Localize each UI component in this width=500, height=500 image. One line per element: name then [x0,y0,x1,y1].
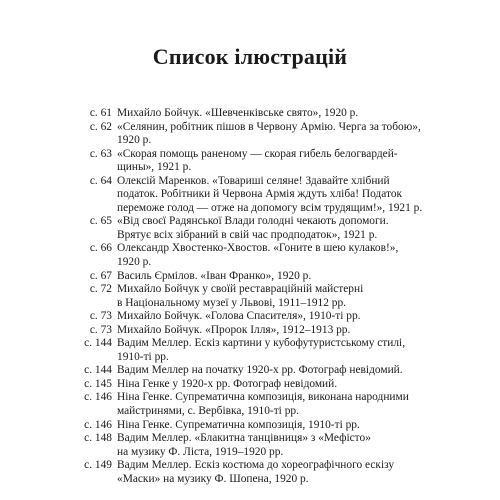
illustration-caption [117,324,383,338]
illustration-caption [117,459,395,486]
caption-line: 1920 р. [117,256,152,269]
list-item [0,270,500,284]
page-reference: с. 146 [84,391,112,404]
caption-line: переможе голод — отже на допомогу всім трудящим!», 1921 р. [117,201,423,214]
illustration-caption [117,283,383,310]
page-reference: с. 62 [89,120,112,133]
list-item [0,432,500,459]
list-item [0,419,500,433]
list-item [0,310,500,324]
caption-line: в Національному музеї у Львові, 1911–1912 рр. [117,296,347,309]
list-item [0,148,500,175]
illustration-caption [117,432,383,459]
illustration-caption [117,310,383,324]
list-item [0,391,500,418]
list-item [0,378,500,392]
caption-line: Вадим Меллер на початку 1920-х рр. Фотограф невідомий. [117,364,403,377]
page-reference: с. 64 [89,174,112,187]
list-item [0,337,500,364]
illustration-caption [117,364,403,378]
illustration-caption [117,391,409,418]
caption-line: податок. Робітники й Червона Армія ждуть хліба! Податок [117,188,403,201]
page-reference: с. 145 [84,377,112,390]
caption-line: Михайло Бойчук. «Пророк Ілля», 1912–1913 рр. [117,323,351,336]
illustration-caption [117,215,389,242]
caption-line: Михайло Бойчук у своїй реставраційній майстерні [117,283,364,296]
page-reference: с. 73 [89,323,112,336]
list-item [0,324,500,338]
list-item [0,121,500,148]
caption-line: Михайло Бойчук. «Голова Спасителя», 1910-ті рр. [117,310,361,323]
caption-line: «Селянин, робітник пішов в Червону Армію. Черга за тобою», [117,120,421,133]
illustration-caption [117,270,383,284]
list-item [0,242,500,269]
list-item [0,283,500,310]
page-title: Список ілюстрацій [152,44,348,69]
page-reference: с. 66 [89,242,112,255]
page-reference: с. 148 [84,432,112,445]
caption-line: Вадим Меллер. Ескіз картини у кубофутуристському стилі, [117,337,406,350]
caption-line: Вадим Меллер. «Блакитна танцівниця» з «Мефісто» [117,432,371,445]
caption-line: «Від своєї Радянської Влади голодні чекають допомоги. [117,215,389,228]
caption-line: щины», 1921 р. [117,161,192,174]
list-item [0,459,500,486]
page-reference: с. 144 [84,364,112,377]
caption-line: «Скорая помощь раненому — скорая гибель белогвардей- [117,147,398,160]
list-item [0,107,500,121]
illustration-caption [117,107,383,121]
page-reference: с. 61 [89,107,112,119]
caption-line: Олексій Маренков. «Товариші селяне! Здавайте хлібний [117,174,390,187]
illustration-caption [117,242,399,269]
page-reference: с. 65 [89,215,112,228]
illustration-caption [117,120,421,148]
illustration-caption [117,378,383,392]
caption-line: Вадим Меллер. Ескіз костюма до хореографічного ескізу [117,459,395,472]
caption-line: Ніна Генке. Супрематична композиція, 1910-ті рр. [117,418,360,431]
list-item [0,364,500,378]
page-reference: с. 72 [89,283,112,296]
page-reference: с. 146 [84,418,112,431]
page-reference: с. 67 [89,269,112,282]
page-reference: с. 144 [84,337,112,350]
page-reference: с. 73 [89,310,112,323]
illustration-caption [117,147,398,175]
caption-line: Ніна Генке у 1920-х рр. Фотограф невідомий. [117,377,338,390]
caption-line: Олександр Хвостенко-Хвостов. «Гоните в шею кулаков!», [117,242,399,255]
list-item [0,215,500,242]
caption-line: Врятує всіх зібраний в свій час продподаток», 1921 р. [117,228,378,241]
illustration-list [0,107,500,486]
caption-line: Василь Єрмілов. «Іван Франко», 1920 р. [117,269,312,282]
caption-line: майстринями, с. Вербівка, 1910-ті рр. [117,405,299,418]
caption-line: «Маски» на музику Ф. Шопена, 1920 р. [117,472,309,485]
caption-line: Михайло Бойчук. «Шевченківське свято», 1920 р. [117,107,359,119]
list-item [0,175,500,216]
illustration-caption [117,174,423,216]
page-reference: с. 63 [89,147,112,160]
illustration-caption [117,337,406,364]
illustration-caption [117,419,383,433]
caption-line: 1910-ті рр. [117,350,169,363]
page-reference: с. 149 [84,459,112,472]
caption-line: 1920 р. [117,134,152,147]
caption-line: Ніна Генке. Супрематична композиція, виконана народними [117,391,409,404]
caption-line: на музику Ф. Ліста, 1919–1920 рр. [117,445,284,458]
